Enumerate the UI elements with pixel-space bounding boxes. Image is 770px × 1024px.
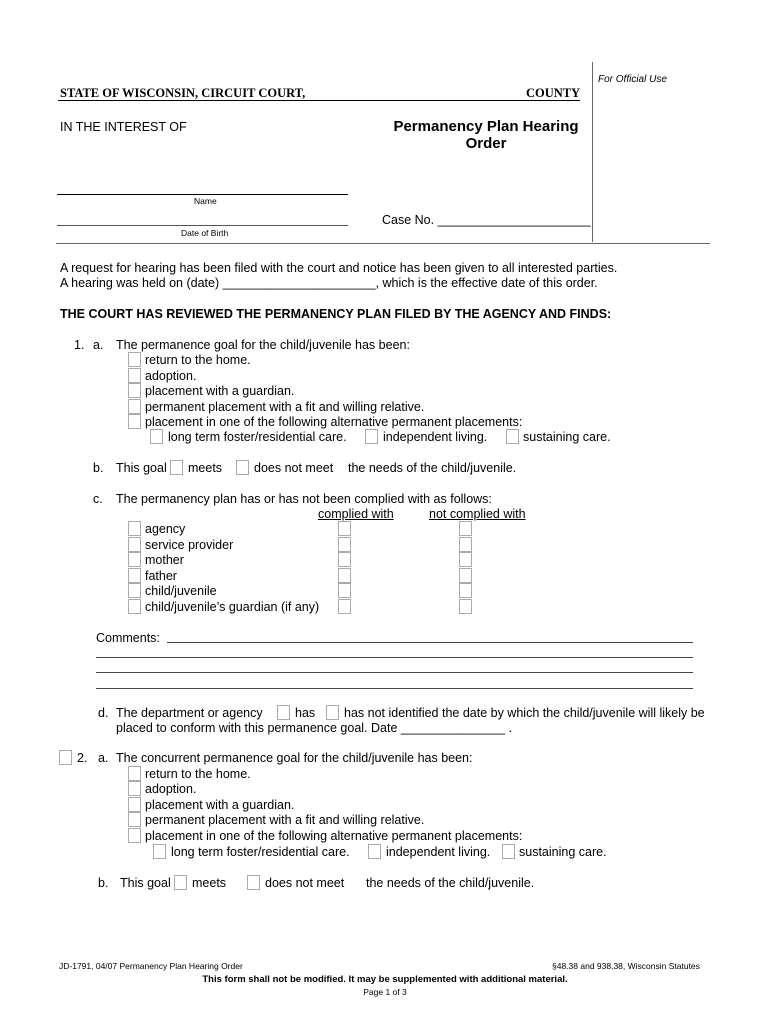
party-checkbox[interactable] bbox=[128, 521, 141, 536]
s1-not-meets-label: does not meet bbox=[254, 461, 334, 475]
s1-goal-label: adoption. bbox=[145, 369, 197, 383]
s2-goal-label: permanent placement with a fit and willing relative. bbox=[145, 813, 425, 827]
s2-goal-label: placement in one of the following alternative permanent placements: bbox=[145, 829, 523, 843]
s1-alt-label: long term foster/residential care. bbox=[168, 430, 347, 444]
s2-goal-checkbox[interactable] bbox=[128, 828, 141, 843]
s1-meets-checkbox[interactable] bbox=[170, 460, 183, 475]
comments-label: Comments: bbox=[96, 631, 160, 645]
comments-line[interactable] bbox=[96, 657, 693, 658]
party-label: father bbox=[145, 569, 177, 583]
name-field[interactable] bbox=[57, 194, 348, 195]
dob-field[interactable] bbox=[57, 225, 348, 226]
party-checkbox[interactable] bbox=[128, 552, 141, 567]
s1-alt-checkbox[interactable] bbox=[150, 429, 163, 444]
complied-checkbox[interactable] bbox=[338, 521, 351, 536]
complied-checkbox[interactable] bbox=[338, 583, 351, 598]
complied-column-header: complied with bbox=[318, 507, 394, 521]
s1-c-text: The permanency plan has or has not been complied with as follows: bbox=[116, 492, 492, 506]
findings-heading: THE COURT HAS REVIEWED THE PERMANENCY PLAN FILED BY THE AGENCY AND FINDS: bbox=[60, 307, 612, 321]
s2-alt-checkbox[interactable] bbox=[368, 844, 381, 859]
dob-label: Date of Birth bbox=[181, 228, 229, 238]
s2-alt-label: sustaining care. bbox=[519, 845, 607, 859]
s1-goal-checkbox[interactable] bbox=[128, 352, 141, 367]
comments-line[interactable] bbox=[167, 642, 693, 643]
s1-b-suffix: the needs of the child/juvenile. bbox=[348, 461, 517, 475]
complied-checkbox[interactable] bbox=[338, 568, 351, 583]
s1-goal-label: placement with a guardian. bbox=[145, 384, 295, 398]
comments-line[interactable] bbox=[96, 672, 693, 673]
d-has-checkbox[interactable] bbox=[277, 705, 290, 720]
s1-goal-label: return to the home. bbox=[145, 353, 251, 367]
s2-meets-checkbox[interactable] bbox=[174, 875, 187, 890]
s2-b-suffix: the needs of the child/juvenile. bbox=[366, 876, 535, 890]
case-number[interactable]: Case No. ______________________ bbox=[382, 213, 591, 227]
s1-goal-checkbox[interactable] bbox=[128, 414, 141, 429]
s1-c-letter: c. bbox=[93, 492, 103, 506]
court-label: STATE OF WISCONSIN, CIRCUIT COURT, bbox=[60, 86, 306, 100]
not-complied-checkbox[interactable] bbox=[459, 521, 472, 536]
s1-a-letter: a. bbox=[93, 338, 104, 352]
s2-goal-checkbox[interactable] bbox=[128, 766, 141, 781]
not-complied-checkbox[interactable] bbox=[459, 583, 472, 598]
complied-checkbox[interactable] bbox=[338, 552, 351, 567]
title-line-2: Order bbox=[465, 135, 507, 152]
s2-goal-label: adoption. bbox=[145, 782, 197, 796]
s1-meets-label: meets bbox=[188, 461, 223, 475]
party-label: child/juvenile’s guardian (if any) bbox=[145, 600, 320, 614]
footer-notice: This form shall not be modified. It may be supplemented with additional material. bbox=[202, 974, 568, 985]
d-has-not-label: has not identified the date by which the child/juvenile will likely be bbox=[344, 706, 705, 720]
s2-goal-label: placement with a guardian. bbox=[145, 798, 295, 812]
d-has-label: has bbox=[295, 706, 316, 720]
s2-goal-checkbox[interactable] bbox=[128, 812, 141, 827]
s1-d-prefix: The department or agency bbox=[116, 706, 263, 720]
s2-alt-label: long term foster/residential care. bbox=[171, 845, 350, 859]
title-line-1: Permanency Plan Hearing bbox=[393, 118, 579, 135]
intro-line-1: A request for hearing has been filed with the court and notice has been given to all interested parties. bbox=[60, 261, 618, 275]
s2-number: 2. bbox=[77, 751, 88, 765]
s1-goal-checkbox[interactable] bbox=[128, 368, 141, 383]
s1-b-letter: b. bbox=[93, 461, 104, 475]
s2-goal-checkbox[interactable] bbox=[128, 781, 141, 796]
not-complied-checkbox[interactable] bbox=[459, 568, 472, 583]
s2-not-meets-checkbox[interactable] bbox=[247, 875, 260, 890]
county-label: COUNTY bbox=[526, 86, 581, 100]
intro-line-2: A hearing was held on (date) ______________________, which is the effective date of this order. bbox=[60, 276, 598, 290]
s2-a-text: The concurrent permanence goal for the child/juvenile has been: bbox=[116, 751, 473, 765]
official-use-label: For Official Use bbox=[598, 74, 667, 85]
party-checkbox[interactable] bbox=[128, 568, 141, 583]
s2-alt-checkbox[interactable] bbox=[153, 844, 166, 859]
page-title bbox=[380, 118, 592, 152]
page-number: Page 1 of 3 bbox=[363, 987, 407, 997]
s1-alt-label: sustaining care. bbox=[523, 430, 611, 444]
not-complied-checkbox[interactable] bbox=[459, 599, 472, 614]
s2-alt-checkbox[interactable] bbox=[502, 844, 515, 859]
s2-alt-label: independent living. bbox=[386, 845, 491, 859]
s2-goal-checkbox[interactable] bbox=[128, 797, 141, 812]
s1-alt-checkbox[interactable] bbox=[365, 429, 378, 444]
name-label: Name bbox=[194, 196, 217, 206]
comments-line[interactable] bbox=[96, 688, 693, 689]
not-complied-column-header: not complied with bbox=[429, 507, 526, 521]
form-id: JD-1791, 04/07 Permanency Plan Hearing Order bbox=[59, 961, 243, 971]
party-checkbox[interactable] bbox=[128, 537, 141, 552]
header-bottom-line bbox=[56, 243, 710, 244]
s2-goal-label: return to the home. bbox=[145, 767, 251, 781]
d-has-not-checkbox[interactable] bbox=[326, 705, 339, 720]
s1-alt-checkbox[interactable] bbox=[506, 429, 519, 444]
s1-goal-label: placement in one of the following alternative permanent placements: bbox=[145, 415, 523, 429]
complied-checkbox[interactable] bbox=[338, 599, 351, 614]
s2-b-letter: b. bbox=[98, 876, 109, 890]
statutes: §48.38 and 938.38, Wisconsin Statutes bbox=[552, 961, 700, 971]
s2-checkbox[interactable] bbox=[59, 750, 72, 765]
party-label: child/juvenile bbox=[145, 584, 217, 598]
s1-d-line-2: placed to conform with this permanence goal. Date _______________ . bbox=[116, 721, 513, 735]
s2-meets-label: meets bbox=[192, 876, 227, 890]
complied-checkbox[interactable] bbox=[338, 537, 351, 552]
s1-not-meets-checkbox[interactable] bbox=[236, 460, 249, 475]
not-complied-checkbox[interactable] bbox=[459, 552, 472, 567]
party-checkbox[interactable] bbox=[128, 583, 141, 598]
s2-a-letter: a. bbox=[98, 751, 109, 765]
s2-not-meets-label: does not meet bbox=[265, 876, 345, 890]
party-checkbox[interactable] bbox=[128, 599, 141, 614]
party-label: agency bbox=[145, 522, 186, 536]
s1-a-text: The permanence goal for the child/juvenile has been: bbox=[116, 338, 410, 352]
s1-b-prefix: This goal bbox=[116, 461, 167, 475]
s2-b-prefix: This goal bbox=[120, 876, 171, 890]
s1-number: 1. bbox=[74, 338, 85, 352]
not-complied-checkbox[interactable] bbox=[459, 537, 472, 552]
official-use-divider bbox=[592, 62, 593, 242]
s1-goal-label: permanent placement with a fit and willing relative. bbox=[145, 400, 425, 414]
party-label: mother bbox=[145, 553, 184, 567]
s1-goal-checkbox[interactable] bbox=[128, 383, 141, 398]
s1-d-letter: d. bbox=[98, 706, 109, 720]
party-label: service provider bbox=[145, 538, 234, 552]
s1-alt-label: independent living. bbox=[383, 430, 488, 444]
s1-goal-checkbox[interactable] bbox=[128, 399, 141, 414]
court-line bbox=[58, 100, 580, 101]
interest-of-label: IN THE INTEREST OF bbox=[60, 120, 187, 134]
